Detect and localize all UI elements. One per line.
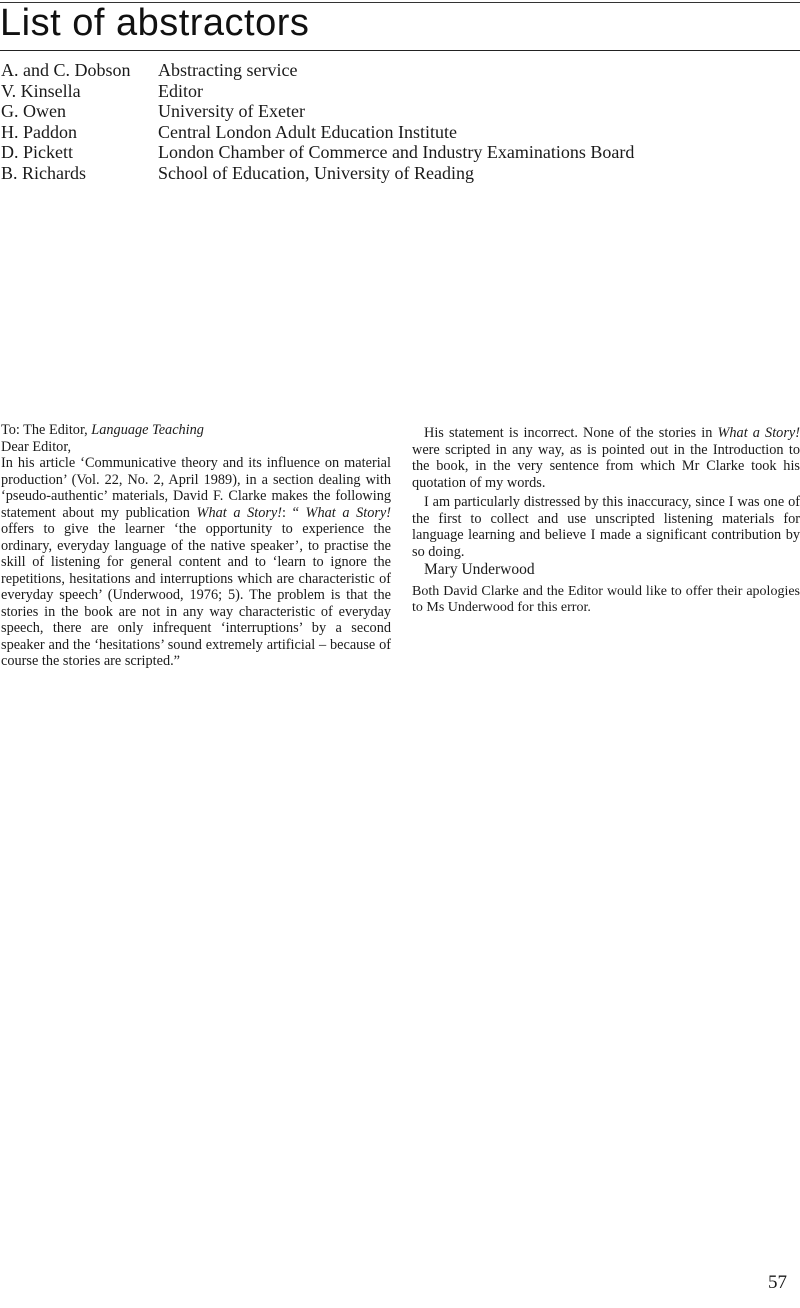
title-rule: [0, 50, 800, 51]
letter-addressee: [1, 422, 391, 439]
abstractor-row: [1, 81, 634, 102]
abstractor-affiliation: Abstracting service: [158, 60, 298, 80]
abstractor-list: [1, 60, 634, 183]
letter-column-right: [412, 422, 800, 617]
abstractor-row: [1, 163, 634, 184]
abstractor-name: B. Richards: [1, 162, 86, 183]
abstractor-name: H. Paddon: [1, 121, 77, 142]
abstractor-row: [1, 122, 634, 143]
abstractor-row: [1, 60, 634, 81]
book-title: What a Story!: [305, 504, 392, 521]
abstractor-affiliation: School of Education, University of Reading: [158, 162, 474, 183]
editorial-note: Both David Clarke and the Editor would like to offer their apologies to Ms Underwood for this error.: [412, 583, 800, 615]
letter-signature: Mary Underwood: [424, 561, 535, 578]
letter-paragraph-2: His statement is incorrect. None of the stories in What a Story! were scripted in any way, as is pointed out in the Introduction to the book, in the very sentence from which Mr Clarke took his quotation of my words.: [412, 425, 800, 491]
abstractor-name: V. Kinsella: [1, 80, 81, 101]
abstractor-row: [1, 101, 634, 122]
letter-salutation: Dear Editor,: [1, 438, 72, 455]
letter-paragraph-1: In his article ‘Communicative theory and its influence on material production’ (Vol. 22, No. 2, April 1989), in a section dealing with ‘pseudo-authentic’ materials, David F. Clarke makes the following statement about my publication What a Story!: “ What a Story! offers to give the learner ‘the opportunity to experience the ordinary, everyday language of the native speaker’, to practise the skill of listening for general content and to ‘learn to ignore the repetitions, hesitations and interruptions which are characteristic of everyday speech’ (Underwood, 1976; 5). The problem is that the stories in the book are not in any way characteristic of everyday speech, there are only infrequent ‘interruptions’ by a second speaker and the ‘hesitations’ sound extremely artificial – because of course the stories are scripted.”: [1, 455, 392, 669]
abstractor-name: A. and C. Dobson: [1, 60, 131, 80]
addressee-prefix: To: The Editor,: [1, 422, 92, 438]
page-title: List of abstractors: [0, 2, 310, 44]
book-title: What a Story!: [717, 425, 800, 441]
letter-column-left: [1, 422, 391, 670]
journal-name: Language Teaching: [91, 422, 204, 438]
book-title: What a Story!: [196, 504, 283, 521]
abstractor-name: G. Owen: [1, 101, 66, 121]
abstractor-affiliation: Central London Adult Education Institute: [158, 121, 457, 142]
abstractor-affiliation: London Chamber of Commerce and Industry Examinations Board: [158, 142, 635, 162]
page-number: 57: [768, 1272, 787, 1293]
letter-paragraph-3: I am particularly distressed by this inaccuracy, since I was one of the first to collect and use unscripted listening materials for language learning and believe I made a significant contribution by so doing.: [412, 494, 800, 560]
abstractor-row: [1, 142, 634, 163]
abstractor-affiliation: Editor: [158, 80, 203, 101]
abstractor-name: D. Pickett: [1, 142, 73, 162]
abstractor-affiliation: University of Exeter: [158, 101, 305, 121]
